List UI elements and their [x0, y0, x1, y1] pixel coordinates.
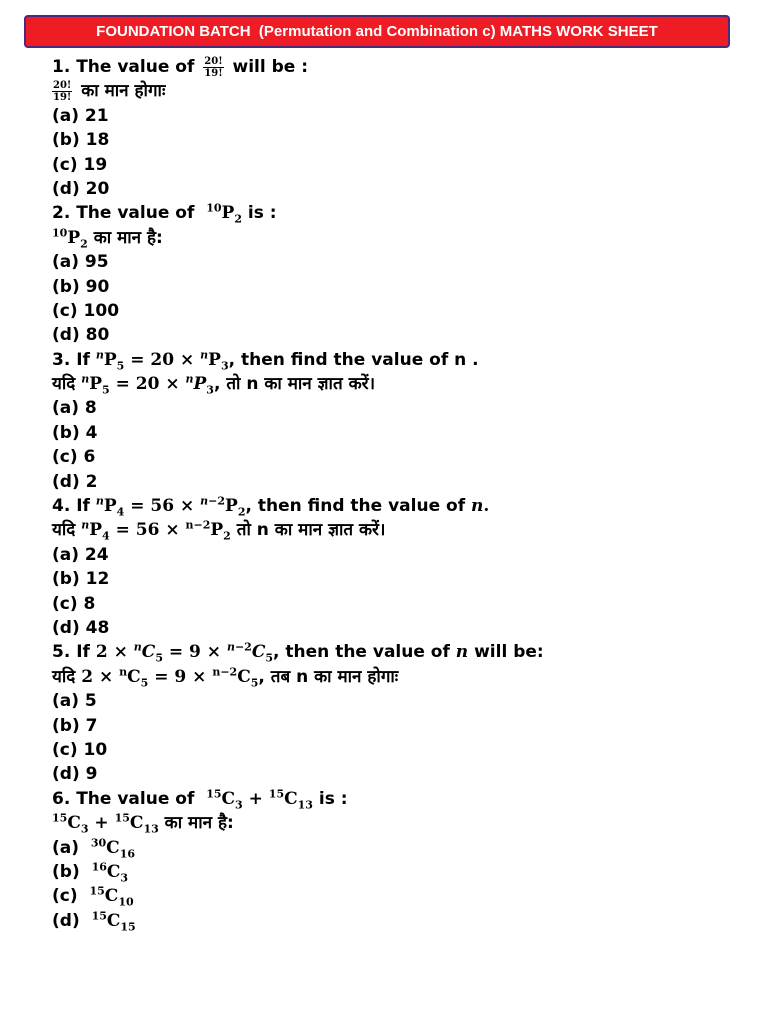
option-c: (c) 6 [52, 447, 96, 468]
option-c: (c) 100 [52, 300, 120, 321]
option-a: (a) 8 [52, 398, 97, 419]
option-c: (c) 19 [52, 154, 108, 175]
math-expression: $^nP_4 = 56 \times ^{n-2}P_2$ [81, 518, 231, 543]
question-1-hindi: $\frac{20!}{19!}$ का मान होगाः [53, 79, 166, 103]
question-2 [52, 201, 752, 347]
option-d: (d) 2 [52, 471, 98, 492]
question-6 [52, 787, 752, 933]
fraction-20-factorial-over-19-factorial: $\frac{20!}{19!}$ [53, 79, 72, 103]
question-5-hindi: यदि $2 \times ^nC_5 = 9 \times ^{n-2}C_5$, तब n का मान होगाः [52, 665, 399, 690]
question-4 [52, 494, 752, 640]
question-2-hindi: $^{10}P_2$ का मान है: [52, 226, 163, 251]
math-expression: $^{15}C_3 + ^{15}C_{13}$ [206, 787, 313, 812]
question-6-english: 6. The value of $^{15}C_3 + ^{15}C_{13}$ is : [52, 787, 348, 812]
math-expression: $^nP_5 = 20 \times ^nP_3$ [95, 348, 229, 373]
option-a: (a) 5 [52, 691, 97, 712]
question-3 [52, 348, 752, 494]
math-expression: $2 \times ^nC_5 = 9 \times ^{n-2}C_5$ [81, 665, 259, 690]
question-5 [52, 640, 752, 786]
header-banner [24, 15, 730, 48]
worksheet-content [52, 55, 752, 933]
question-1 [52, 55, 752, 201]
math-expression: $^{10}P_2$ [52, 226, 88, 251]
question-4-english: 4. If $^nP_4 = 56 \times ^{n-2}P_2$, then find the value of n. [52, 494, 490, 519]
option-a: (a) 95 [52, 252, 109, 273]
option-d: (d) 80 [52, 325, 110, 346]
question-2-english: 2. The value of $^{10}P_2$ is : [52, 201, 277, 226]
option-d: (d) $^{15}C_{15}$ [52, 909, 136, 934]
option-b: (b) $^{16}C_3$ [52, 860, 129, 885]
option-d: (d) 20 [52, 178, 110, 199]
fraction-20-factorial-over-19-factorial: $\frac{20!}{19!}$ [204, 55, 223, 79]
question-4-hindi: यदि $^nP_4 = 56 \times ^{n-2}P_2$ तो n का मान ज्ञात करें। [52, 518, 386, 543]
option-b: (b) 4 [52, 422, 98, 443]
option-b: (b) 18 [52, 130, 110, 151]
math-expression: $^nP_4 = 56 \times ^{n-2}P_2$ [95, 494, 246, 519]
math-expression: $^{15}C_3 + ^{15}C_{13}$ [52, 811, 159, 836]
question-1-english: 1. The value of $\frac{20!}{19!}$ will be : [52, 55, 309, 79]
option-a: (a) 24 [52, 544, 109, 565]
math-expression: $^{10}P_2$ [206, 201, 242, 226]
math-expression: $^nP_5 = 20 \times ^nP_3$ [81, 372, 214, 397]
math-expression: $2 \times ^nC_5 = 9 \times ^{n-2}C_5$ [95, 640, 274, 665]
question-5-english: 5. If $2 \times ^nC_5 = 9 \times ^{n-2}C_5$, then the value of n will be: [52, 640, 544, 665]
option-c: (c) 10 [52, 739, 108, 760]
option-c: (c) 8 [52, 593, 96, 614]
question-6-hindi: $^{15}C_3 + ^{15}C_{13}$ का मान है: [52, 811, 234, 836]
option-b: (b) 90 [52, 276, 110, 297]
question-3-english: 3. If $^nP_5 = 20 \times ^nP_3$, then find the value of n . [52, 348, 479, 373]
worksheet-title: FOUNDATION BATCH (Permutation and Combination c) MATHS WORK SHEET [96, 23, 658, 40]
option-d: (d) 48 [52, 617, 110, 638]
option-b: (b) 12 [52, 569, 110, 590]
question-3-hindi: यदि $^nP_5 = 20 \times ^nP_3$, तो n का मान ज्ञात करें। [52, 372, 376, 397]
option-b: (b) 7 [52, 715, 98, 736]
option-c: (c) $^{15}C_{10}$ [52, 884, 134, 909]
option-d: (d) 9 [52, 764, 98, 785]
option-a: (a) $^{30}C_{16}$ [52, 835, 136, 860]
option-a: (a) 21 [52, 105, 109, 126]
